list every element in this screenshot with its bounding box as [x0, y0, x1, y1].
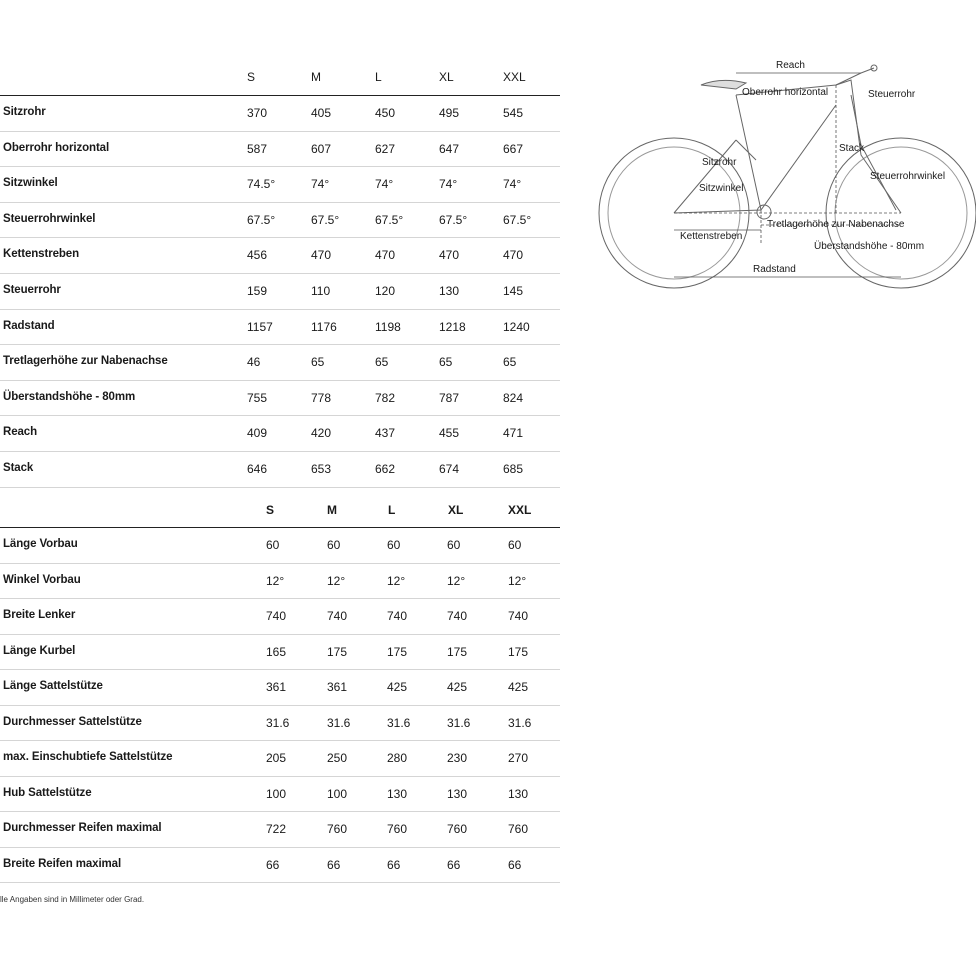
cell-value: 100 [266, 786, 287, 801]
cell-value: 67.5° [247, 212, 276, 227]
cell-value: 760 [508, 822, 529, 836]
cell-value: 74.5° [247, 177, 276, 192]
table-row [0, 131, 560, 168]
cell-value: 67.5° [503, 212, 532, 227]
cell-value: 755 [247, 390, 268, 405]
cell-value: 31.6 [508, 715, 532, 730]
cell-value: 60 [447, 538, 461, 552]
cell-value: 31.6 [266, 715, 290, 730]
table-row [0, 705, 560, 742]
cell-value: 66 [387, 857, 401, 872]
cell-value: 74° [311, 177, 330, 192]
row-label: Reach [3, 426, 38, 439]
cell-value: 60 [387, 538, 401, 552]
cell-value: 46 [247, 355, 261, 370]
cell-value: 740 [447, 609, 468, 623]
row-label: Länge Vorbau [3, 538, 78, 550]
cell-value: 130 [387, 786, 408, 801]
cell-value: 455 [439, 426, 460, 441]
cell-value: 1198 [375, 319, 401, 334]
cell-value: 60 [508, 538, 522, 552]
label-reach: Reach [776, 60, 805, 71]
cell-value: 824 [503, 390, 524, 405]
row-label: Tretlagerhöhe zur Nabenachse [3, 355, 168, 368]
table-row [0, 273, 560, 310]
label-oberrohr: Oberrohr horizontal [742, 87, 829, 98]
table-row [0, 451, 560, 488]
row-label: Breite Lenker [3, 609, 76, 621]
cell-value: 66 [447, 857, 461, 872]
cell-value: 31.6 [387, 715, 411, 730]
size-header-l: L [388, 503, 396, 517]
cell-value: 230 [447, 751, 468, 765]
cell-value: 1218 [439, 319, 466, 334]
table-row [0, 776, 560, 813]
cell-value: 66 [327, 857, 341, 872]
table-row [0, 237, 560, 274]
saddle [701, 80, 746, 89]
cell-value: 760 [327, 822, 348, 836]
table-row [0, 634, 560, 671]
cell-value: 12° [447, 573, 466, 588]
cell-value: 60 [327, 538, 341, 552]
cell-value: 450 [375, 106, 396, 120]
cell-value: 165 [266, 644, 287, 659]
size-header-xl: XL [448, 503, 464, 517]
table-row [0, 415, 560, 452]
row-label: Steuerrohrwinkel [3, 212, 96, 225]
cell-value: 12° [508, 573, 527, 588]
cell-value: 175 [327, 644, 348, 659]
label-radstand: Radstand [753, 264, 796, 275]
cell-value: 420 [311, 426, 332, 441]
size-header-xl: XL [439, 70, 454, 84]
cell-value: 65 [311, 355, 325, 370]
cell-value: 159 [247, 284, 268, 298]
cell-value: 662 [375, 462, 396, 476]
cell-value: 674 [439, 462, 460, 476]
cell-value: 205 [266, 751, 287, 765]
cell-value: 31.6 [327, 715, 351, 730]
cell-value: 409 [247, 426, 268, 441]
row-label: Länge Sattelstütze [3, 680, 103, 692]
cell-value: 685 [503, 462, 524, 476]
row-label: Kettenstreben [3, 248, 80, 261]
cell-value: 65 [503, 355, 517, 370]
cell-value: 130 [508, 786, 529, 801]
label-steuerrohrwinkel: Steuerrohrwinkel [870, 171, 946, 182]
row-label: Steuerrohr [3, 284, 61, 296]
cell-value: 722 [266, 822, 287, 836]
cell-value: 587 [247, 141, 268, 156]
cell-value: 471 [503, 426, 524, 441]
cell-value: 425 [508, 680, 529, 694]
table-row [0, 563, 560, 600]
cell-value: 760 [387, 822, 408, 836]
bike-geometry-diagram [596, 55, 976, 295]
row-label: Sitzrohr [3, 106, 46, 118]
cell-value: 74° [439, 177, 458, 192]
cell-value: 67.5° [439, 212, 468, 227]
size-header-m: M [311, 70, 321, 84]
cell-value: 66 [266, 857, 280, 872]
row-label: Stack [3, 462, 34, 474]
cell-value: 545 [503, 106, 524, 120]
cell-value: 740 [387, 609, 408, 623]
table-row [0, 740, 560, 777]
cell-value: 607 [311, 141, 332, 156]
cell-value: 437 [375, 426, 396, 441]
cell-value: 627 [375, 141, 396, 156]
row-label: Hub Sattelstütze [3, 786, 92, 799]
cell-value: 778 [311, 390, 332, 405]
cell-value: 470 [503, 248, 524, 263]
label-stack: Stack [839, 143, 865, 154]
row-label: Breite Reifen maximal [3, 857, 122, 870]
cell-value: 456 [247, 248, 268, 263]
cell-value: 65 [375, 355, 389, 370]
geometry-table-header [0, 60, 560, 96]
table-row [0, 95, 560, 132]
cell-value: 787 [439, 390, 460, 405]
cell-value: 646 [247, 462, 268, 476]
cell-value: 740 [266, 609, 287, 623]
table-row [0, 598, 560, 635]
table-row [0, 811, 560, 848]
cell-value: 425 [387, 680, 408, 694]
cell-value: 66 [508, 857, 522, 872]
size-header-l: L [375, 70, 382, 84]
label-sitzrohr: Sitzrohr [702, 157, 737, 168]
cell-value: 120 [375, 284, 396, 298]
cell-value: 74° [503, 177, 522, 192]
cell-value: 760 [447, 822, 468, 836]
table-row [0, 344, 560, 381]
table-row [0, 669, 560, 706]
cell-value: 1157 [247, 319, 273, 334]
cell-value: 270 [508, 751, 529, 765]
cell-value: 100 [327, 786, 348, 801]
label-kettenstreben: Kettenstreben [680, 231, 743, 242]
row-label: Länge Kurbel [3, 644, 76, 657]
row-label: Sitzwinkel [3, 177, 58, 190]
footnote: lle Angaben sind in Millimeter oder Grad. [0, 895, 145, 904]
cell-value: 470 [439, 248, 460, 263]
cell-value: 425 [447, 680, 468, 694]
cell-value: 280 [387, 751, 408, 765]
label-tretlager: Tretlagerhöhe zur Nabenachse [767, 219, 905, 230]
cell-value: 361 [327, 680, 348, 694]
cell-value: 31.6 [447, 715, 471, 730]
cell-value: 1176 [311, 319, 337, 334]
table-row [0, 527, 560, 564]
cell-value: 60 [266, 538, 280, 552]
cell-value: 495 [439, 106, 460, 120]
size-header-xxl: XXL [503, 70, 526, 84]
cell-value: 361 [266, 680, 287, 694]
cell-value: 175 [387, 644, 408, 659]
size-header-s: S [247, 70, 256, 84]
table-row [0, 847, 560, 884]
table-row [0, 202, 560, 239]
cell-value: 370 [247, 106, 268, 120]
row-label: Überstandshöhe - 80mm [3, 390, 136, 403]
cell-value: 130 [439, 284, 460, 298]
row-label: Oberrohr horizontal [3, 141, 110, 154]
cell-value: 175 [447, 644, 468, 659]
cell-value: 12° [387, 573, 406, 588]
cell-value: 12° [266, 573, 285, 588]
cell-value: 110 [311, 284, 331, 298]
size-header-xxl: XXL [508, 503, 532, 517]
cell-value: 67.5° [311, 212, 340, 227]
row-label: Winkel Vorbau [3, 573, 81, 586]
row-label: Durchmesser Reifen maximal [3, 822, 162, 834]
cell-value: 130 [447, 786, 468, 801]
cell-value: 12° [327, 573, 346, 588]
size-header-m: M [327, 503, 337, 517]
cell-value: 647 [439, 141, 460, 156]
cell-value: 740 [327, 609, 348, 623]
cell-value: 65 [439, 355, 453, 370]
handlebar [836, 68, 874, 85]
cell-value: 667 [503, 141, 524, 156]
cell-value: 74° [375, 177, 394, 192]
cell-value: 782 [375, 390, 396, 405]
cell-value: 470 [375, 248, 396, 263]
cell-value: 740 [508, 609, 529, 623]
cell-value: 470 [311, 248, 332, 263]
cell-value: 1240 [503, 319, 530, 334]
components-table-header [0, 492, 560, 528]
size-header-s: S [266, 503, 275, 517]
cell-value: 145 [503, 284, 524, 298]
cell-value: 175 [508, 644, 529, 659]
table-row [0, 166, 560, 203]
table-row [0, 309, 560, 346]
label-steuerrohr: Steuerrohr [868, 89, 916, 100]
cell-value: 250 [327, 751, 348, 765]
cell-value: 67.5° [375, 212, 404, 227]
label-sitzwinkel: Sitzwinkel [699, 183, 744, 194]
cell-value: 405 [311, 106, 332, 120]
row-label: max. Einschubtiefe Sattelstütze [3, 751, 173, 763]
label-ueberstand: Überstandshöhe - 80mm [814, 241, 925, 252]
row-label: Durchmesser Sattelstütze [3, 715, 142, 728]
cell-value: 653 [311, 462, 332, 476]
table-row [0, 380, 560, 417]
row-label: Radstand [3, 319, 55, 332]
